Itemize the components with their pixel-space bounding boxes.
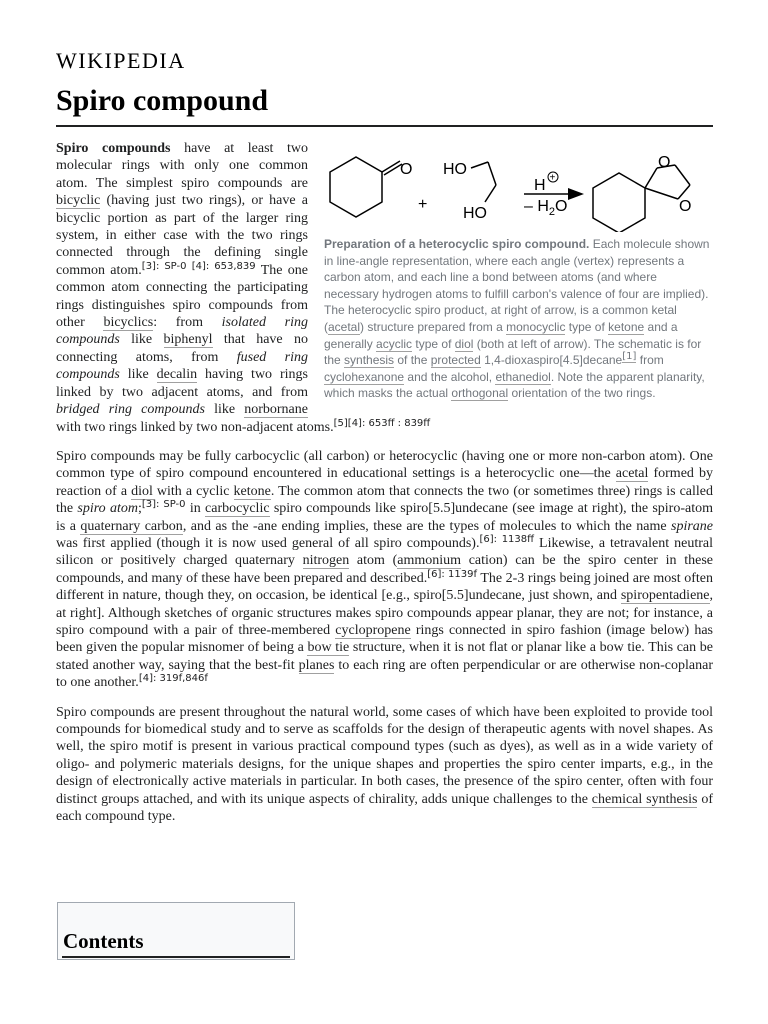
- link-carbocyclic[interactable]: carbocyclic: [205, 501, 270, 517]
- citation[interactable]: [5][4]: 653ff : 839ff: [333, 417, 431, 429]
- wikipedia-wordmark[interactable]: WIKIPEDIA: [56, 48, 186, 73]
- dioxolane-oxygen-bottom: O: [679, 198, 692, 215]
- link-bow-tie[interactable]: bow tie: [307, 640, 350, 656]
- water-loss-label: – $H_2O$: [524, 198, 568, 218]
- link-bicyclic[interactable]: bicyclic: [56, 193, 101, 209]
- link-nitrogen[interactable]: nitrogen: [302, 553, 350, 569]
- link-orthogonal[interactable]: orthogonal: [451, 386, 509, 401]
- table-of-contents: [57, 902, 295, 960]
- ethanediol-bond: [471, 162, 488, 168]
- page-title: Spiro compound: [56, 84, 269, 117]
- link-protected[interactable]: protected: [430, 353, 481, 368]
- reaction-figure: [318, 140, 713, 402]
- cyclohexane-ring: [593, 173, 645, 232]
- intro-paragraph: Spiro compounds have at least two molecular rings with only one common atom. The simplest spiro compounds are bicyclic (having just two rings), or have a bicyclic portion as part of the larger ring system, in either case with the two rings connected through the defining single common atom.$^{[3]: SP-0}$ $^{[4]: 653,839}$ The one common atom connecting the participating rings distinguishes spiro compounds from other bicyclics: from isolated ring compounds like biphenyl that have no connecting atoms, from fused ring compounds like decalin having two rings linked by two adjacent atoms, and from bridged ring compounds like norbornane with two rings linked by two non-adjacent atoms.$^{[5][4]: 653ff : 839ff}$: [56, 141, 431, 435]
- citation-link[interactable]: [1]: [622, 351, 637, 363]
- body-paragraph-3: Spiro compounds are present throughout the natural world, some cases of which have been exploited to provide tool compounds for biomedical study and to serve as scaffolds for the design of therapeutic agents with novel shapes. As well, the spiro motif is present in various practical compound types (such as dyes), as well as in a wide variety of oligo- and polymeric materials designs, for the unique shapes and properties the spiro center imparts, e.g., in the design of electronically active materials in particular. In both cases, the presence of the spiro center, often with four distinct groups attached, and with its unique aspects of chirality, adds unique challenges to the chemical synthesis of each compound type.: [56, 704, 713, 825]
- link-acetal[interactable]: acetal: [328, 319, 361, 334]
- link-cyclopropene[interactable]: cyclopropene: [335, 622, 411, 638]
- citation[interactable]: [6]: 1139f: [427, 568, 477, 580]
- link-biphenyl[interactable]: biphenyl: [163, 332, 213, 348]
- toc-title: Contents: [63, 929, 144, 953]
- link-diol[interactable]: diol: [454, 336, 474, 351]
- link-acetal[interactable]: acetal: [615, 466, 649, 482]
- link-ammonium[interactable]: ammonium: [397, 553, 462, 569]
- spiro-reaction-diagram[interactable]: [318, 140, 713, 232]
- link-quaternary-carbon[interactable]: quaternary carbon: [80, 518, 183, 534]
- arrow-head-icon: [568, 188, 584, 200]
- link-ketone[interactable]: ketone: [233, 483, 271, 499]
- body-paragraph-2: Spiro compounds may be fully carbocyclic (all carbon) or heterocyclic (having one or more non-carbon atom). One common type of spiro compound encountered in educational settings is a heterocyclic one—the acetal formed by reaction of a diol with a cyclic ketone. The common atom that connects the two (or sometimes three) rings is called the spiro atom;$^{[3]: SP-0}$ in carbocyclic spiro compounds like spiro[5.5]undecane (see image at right), the spiro-atom is a quaternary carbon, and as the -ane ending implies, these are the types of molecules to which the name spirane was first applied (though it is now used general of all spiro compounds).$^{[6]: 1138ff}$ Likewise, a tetravalent neutral silicon or positively charged quaternary nitrogen atom (ammonium cation) can be the spiro center in these compounds, and many of these have been prepared and described.$^{[6]: 1139f}$ The 2-3 rings being joined are most often different in nature, though they, on occasion, be identical [e.g., spiro[5.5]undecane, just shown, and spiropentadiene, at right]. Although sketches of organic structures makes spiro compounds appear planar, they are not; for instance, a spiro compound with a pair of three-membered cyclopropene rings connected in spiro fashion (image below) has been given the popular misnomer of being a bow tie structure, when it is not flat or planar like a bow tie. This can be stated another way, saying that the best-fit planes to each ring are often perpendicular or are otherwise non-coplanar to one another.$^{[4]: 319f,846f}$: [56, 448, 714, 691]
- article-body: [56, 140, 713, 837]
- citation[interactable]: [4]: 319f,846f: [138, 673, 208, 685]
- link-bicyclics[interactable]: bicyclics: [103, 315, 154, 331]
- link-ketone[interactable]: ketone: [608, 319, 645, 334]
- ketone-oxygen-label: O: [400, 161, 413, 178]
- link-planes[interactable]: planes: [298, 657, 335, 673]
- link-ethanediol[interactable]: ethanediol: [495, 369, 551, 384]
- link-decalin[interactable]: decalin: [156, 367, 198, 383]
- link-acyclic[interactable]: acyclic: [376, 336, 413, 351]
- toc-divider: [62, 956, 290, 958]
- title-divider: [56, 125, 713, 127]
- link-diol[interactable]: diol: [131, 483, 153, 499]
- citation[interactable]: [4]: 653,839: [191, 260, 256, 272]
- link-cyclohexanone[interactable]: cyclohexanone: [324, 369, 405, 384]
- citation[interactable]: [6]: 1138ff: [479, 533, 535, 545]
- figure-caption: Preparation of a heterocyclic spiro compound. Each molecule shown in line-angle representation, where each angle (vertex) represents a carbon atom, and each line a bond between atoms (and where necessary hydrogen atoms to fulfill carbon's valence of four are implied). The heterocyclic spiro product, at right of arrow, is a common ketal (acetal) structure prepared from a monocyclic type of ketone and a generally acyclic type of diol (both at left of arrow). The schematic is for the synthesis of the protected 1,4-dioxaspiro[4.5]decane[1] from cyclohexanone and the alcohol, ethanediol. Note the apparent planarity, which masks the actual orthogonal orientation of the two rings.: [324, 237, 710, 401]
- plus-sign: +: [418, 196, 428, 213]
- dioxolane-oxygen-top: O: [658, 154, 671, 171]
- link-chemical-synthesis[interactable]: chemical synthesis: [591, 791, 698, 807]
- link-spiropentadiene[interactable]: spiropentadiene: [620, 588, 710, 604]
- svg-text:+: +: [549, 172, 556, 184]
- citation[interactable]: [3]: SP-0: [141, 260, 187, 272]
- link-synthesis[interactable]: synthesis: [344, 353, 395, 368]
- citation[interactable]: [3]: SP-0: [141, 499, 186, 511]
- link-norbornane[interactable]: norbornane: [244, 402, 308, 418]
- dioxolane-ring: [645, 168, 657, 188]
- cyclohexanone-ring: [330, 157, 382, 217]
- hydroxyl-top-label: HO: [443, 161, 467, 178]
- acid-catalyst-label: H: [534, 177, 546, 194]
- link-monocyclic[interactable]: monocyclic: [506, 319, 566, 334]
- hydroxyl-bottom-label: HO: [463, 205, 487, 222]
